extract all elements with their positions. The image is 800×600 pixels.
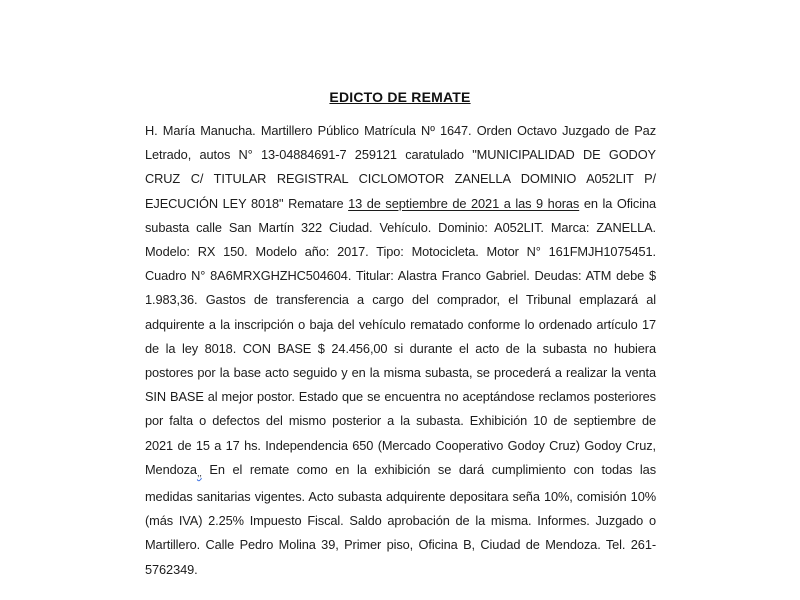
- auction-date-underlined: 13 de septiembre de 2021 a las 9 horas: [348, 195, 580, 211]
- edict-body-paragraph: [145, 119, 656, 582]
- edict-title: EDICTO DE REMATE: [329, 89, 471, 105]
- edict-text-details: en la Oficina subasta calle San Martín 322 Ciudad. Vehículo. Dominio: A052LIT. Marca: ZANELLA. Modelo: RX 150. Modelo año: 2017. Tipo: Motocicleta. Motor N° 161FMJH1075451. Cuadro N° 8A6MRXGHZHC504604. Titular: Alastra Franco Gabriel. Deudas: ATM debe $ 1.983,36. Gastos de transferencia a cargo del comprador, el Tribunal emplazará al adquirente a la inscripción o baja del vehículo rematado conforme lo ordenado artículo 17 de la ley 8018. CON BASE $ 24.456,00 si durante el acto de la subasta no hubiera postores por la base acto seguido y en la misma subasta, se procederá a realizar la venta SIN BASE al mejor postor. Estado que se encuentra no aceptándose reclamos posteriores por falta o defectos del mismo posterior a la subasta. Exhibición 10 de septiembre de 2021 de 15 a 17 hs. Independencia 650 (Mercado Cooperativo Godoy Cruz) Godoy Cruz, Mendoza: [145, 195, 657, 477]
- edict-text-intro: H. María Manucha. Martillero Público Matrícula Nº 1647. Orden Octavo Juzgado de Paz Letrado, autos N° 13-04884691-7 259121 caratulado "MUNICIPALIDAD DE GODOY CRUZ C/ TITULAR REGISTRAL CICLOMOTOR ZANELLA DOMINIO A052LIT P/ EJECUCIÓN LEY 8018" Rematare: [145, 123, 656, 211]
- grammar-check-mark: ,,: [196, 467, 202, 478]
- edict-text-closing: En el remate como en la exhibición se dará cumplimiento con todas las medidas sanitarias vigentes. Acto subasta adquirente depositara seña 10%, comisión 10% (más IVA) 2.25% Impuesto Fiscal. Saldo aprobación de la misma. Informes. Juzgado o Martillero. Calle Pedro Molina 39, Primer piso, Oficina B, Ciudad de Mendoza. Tel. 261-5762349.: [145, 461, 656, 577]
